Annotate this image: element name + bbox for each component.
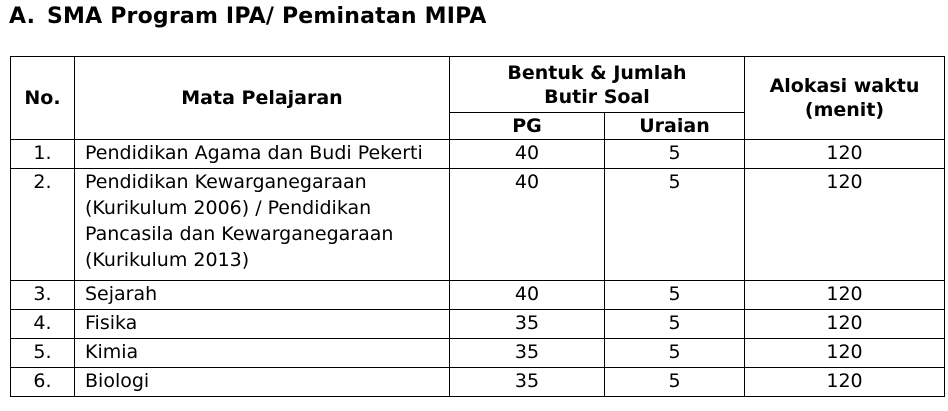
table-row (11, 169, 945, 281)
row-subject-line: (Kurikulum 2013) (85, 249, 250, 271)
row-subject (75, 169, 450, 281)
row-uraian: 5 (605, 169, 745, 281)
header-form-line1: Bentuk & Jumlah (507, 61, 687, 84)
row-time: 120 (745, 140, 945, 169)
header-time-line1: Alokasi waktu (769, 75, 920, 97)
row-time: 120 (745, 368, 945, 397)
row-no: 2. (11, 169, 75, 281)
row-subject: Sejarah (75, 281, 450, 310)
row-uraian: 5 (605, 310, 745, 339)
row-pg: 35 (450, 368, 605, 397)
row-time: 120 (745, 169, 945, 281)
row-uraian: 5 (605, 140, 745, 169)
header-row (11, 57, 945, 113)
row-uraian: 5 (605, 281, 745, 310)
table-row (11, 310, 945, 339)
row-pg: 40 (450, 281, 605, 310)
row-no: 5. (11, 339, 75, 368)
row-subject: Kimia (75, 339, 450, 368)
row-pg: 35 (450, 310, 605, 339)
row-pg: 40 (450, 169, 605, 281)
row-pg: 35 (450, 339, 605, 368)
header-pg: PG (450, 113, 605, 140)
table-row (11, 339, 945, 368)
row-subject: Biologi (75, 368, 450, 397)
table-row (11, 140, 945, 169)
section-letter: A. (9, 4, 36, 29)
row-no: 1. (11, 140, 75, 169)
row-time: 120 (745, 281, 945, 310)
row-time: 120 (745, 310, 945, 339)
row-time: 120 (745, 339, 945, 368)
row-subject: Pendidikan Agama dan Budi Pekerti (75, 140, 450, 169)
exam-table (10, 56, 945, 397)
row-no: 4. (11, 310, 75, 339)
header-no: No. (11, 57, 75, 140)
row-uraian: 5 (605, 339, 745, 368)
row-subject-line: Pancasila dan Kewarganegaraan (85, 223, 394, 245)
section-title: SMA Program IPA/ Peminatan MIPA (47, 4, 487, 29)
row-uraian: 5 (605, 368, 745, 397)
table-row (11, 368, 945, 397)
row-subject: Fisika (75, 310, 450, 339)
table-row (11, 281, 945, 310)
header-form-line2: Butir Soal (544, 85, 650, 108)
header-form (450, 57, 745, 113)
row-no: 3. (11, 281, 75, 310)
header-uraian: Uraian (605, 113, 745, 140)
row-pg: 40 (450, 140, 605, 169)
row-subject-line: (Kurikulum 2006) / Pendidikan (85, 197, 372, 219)
header-time (745, 57, 945, 140)
header-subject: Mata Pelajaran (75, 57, 450, 140)
row-subject-line: Pendidikan Kewarganegaraan (85, 171, 367, 193)
header-time-line2: (menit) (804, 99, 885, 121)
section-heading (9, 4, 487, 29)
row-no: 6. (11, 368, 75, 397)
